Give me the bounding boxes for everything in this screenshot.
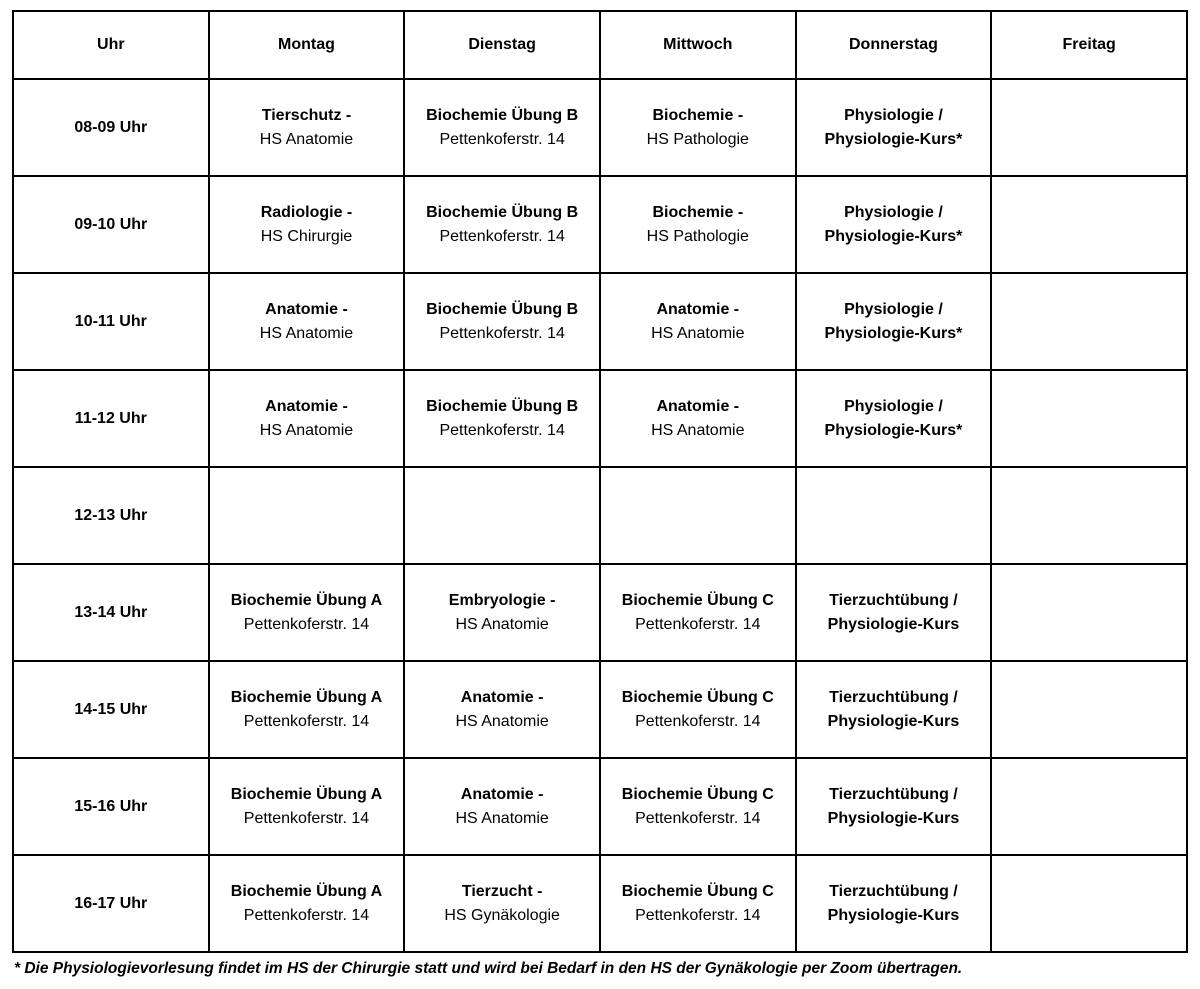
schedule-cell — [600, 661, 796, 758]
time-cell: 11-12 Uhr — [13, 370, 209, 467]
empty-cell — [991, 758, 1187, 855]
course-location: HS Anatomie — [651, 421, 745, 439]
course-title: Biochemie - — [652, 203, 744, 221]
course-location: Physiologie-Kurs* — [824, 130, 963, 148]
course-title: Tierzuchtübung / — [829, 591, 958, 609]
timetable-row — [13, 273, 1187, 370]
empty-cell — [991, 564, 1187, 661]
empty-cell — [991, 273, 1187, 370]
course-title: Anatomie - — [656, 397, 740, 415]
empty-cell — [796, 467, 992, 564]
empty-cell — [991, 370, 1187, 467]
course-location: Pettenkoferstr. 14 — [439, 324, 565, 342]
course-title: Biochemie Übung A — [230, 785, 383, 803]
course-location: HS Anatomie — [259, 324, 354, 342]
empty-cell — [991, 176, 1187, 273]
timetable-header — [13, 11, 1187, 79]
schedule-cell — [600, 855, 796, 952]
time-cell: 16-17 Uhr — [13, 855, 209, 952]
course-location: HS Pathologie — [646, 130, 749, 148]
course-title: Biochemie - — [652, 106, 744, 124]
course-title: Anatomie - — [460, 785, 544, 803]
schedule-cell — [209, 661, 405, 758]
schedule-cell — [796, 79, 992, 176]
schedule-cell — [600, 79, 796, 176]
empty-cell — [991, 79, 1187, 176]
course-location: HS Gynäkologie — [444, 906, 560, 924]
timetable-row — [13, 370, 1187, 467]
course-location: HS Pathologie — [646, 227, 749, 245]
course-location: HS Anatomie — [259, 130, 354, 148]
column-header-day: Mittwoch — [600, 11, 796, 79]
time-cell: 13-14 Uhr — [13, 564, 209, 661]
time-cell: 08-09 Uhr — [13, 79, 209, 176]
schedule-cell — [209, 176, 405, 273]
schedule-cell — [796, 855, 992, 952]
timetable-row — [13, 176, 1187, 273]
course-location: Pettenkoferstr. 14 — [243, 615, 370, 633]
time-cell: 09-10 Uhr — [13, 176, 209, 273]
timetable-row — [13, 467, 1187, 564]
schedule-cell — [404, 79, 600, 176]
timetable-row — [13, 79, 1187, 176]
course-location: Pettenkoferstr. 14 — [243, 712, 370, 730]
course-title: Biochemie Übung C — [621, 591, 774, 609]
course-location: Pettenkoferstr. 14 — [635, 906, 761, 924]
course-title: Biochemie Übung C — [621, 882, 774, 900]
course-location: Physiologie-Kurs — [827, 712, 960, 730]
course-title: Physiologie / — [844, 397, 943, 415]
weekly-timetable — [12, 10, 1188, 953]
schedule-cell — [796, 564, 992, 661]
timetable-row — [13, 855, 1187, 952]
timetable-row — [13, 661, 1187, 758]
column-header-day: Donnerstag — [796, 11, 992, 79]
schedule-cell — [796, 370, 992, 467]
time-cell: 14-15 Uhr — [13, 661, 209, 758]
course-location: Pettenkoferstr. 14 — [243, 906, 370, 924]
schedule-cell — [600, 758, 796, 855]
empty-cell — [404, 467, 600, 564]
course-title: Physiologie / — [844, 106, 943, 124]
schedule-cell — [600, 370, 796, 467]
course-title: Anatomie - — [460, 688, 544, 706]
schedule-cell — [796, 758, 992, 855]
course-title: Tierschutz - — [261, 106, 352, 124]
schedule-cell — [600, 176, 796, 273]
course-title: Biochemie Übung C — [621, 688, 774, 706]
schedule-cell — [796, 176, 992, 273]
schedule-cell — [796, 273, 992, 370]
course-title: Biochemie Übung B — [426, 300, 579, 318]
course-location: Physiologie-Kurs — [827, 809, 960, 827]
course-title: Biochemie Übung C — [621, 785, 774, 803]
course-location: Pettenkoferstr. 14 — [439, 130, 565, 148]
course-location: Physiologie-Kurs* — [824, 324, 963, 342]
course-location: Pettenkoferstr. 14 — [635, 809, 761, 827]
schedule-cell — [404, 758, 600, 855]
schedule-cell — [600, 564, 796, 661]
course-location: HS Anatomie — [651, 324, 745, 342]
course-title: Radiologie - — [260, 203, 353, 221]
course-location: Pettenkoferstr. 14 — [635, 712, 761, 730]
course-location: Physiologie-Kurs* — [824, 421, 963, 439]
course-title: Biochemie Übung A — [230, 688, 383, 706]
empty-cell — [991, 855, 1187, 952]
schedule-cell — [209, 758, 405, 855]
course-title: Tierzuchtübung / — [829, 785, 958, 803]
time-cell: 12-13 Uhr — [13, 467, 209, 564]
course-title: Tierzuchtübung / — [829, 688, 958, 706]
schedule-cell — [796, 661, 992, 758]
course-location: Physiologie-Kurs — [827, 906, 960, 924]
course-location: HS Anatomie — [455, 809, 549, 827]
schedule-cell — [404, 176, 600, 273]
course-title: Biochemie Übung B — [426, 397, 579, 415]
course-title: Biochemie Übung A — [230, 882, 383, 900]
column-header-time: Uhr — [13, 11, 209, 79]
course-title: Biochemie Übung B — [426, 203, 579, 221]
schedule-cell — [209, 273, 405, 370]
course-location: Pettenkoferstr. 14 — [635, 615, 761, 633]
empty-cell — [600, 467, 796, 564]
course-location: HS Anatomie — [455, 615, 549, 633]
course-title: Tierzuchtübung / — [829, 882, 958, 900]
timetable-row — [13, 564, 1187, 661]
column-header-day: Dienstag — [404, 11, 600, 79]
footnote: * Die Physiologievorlesung findet im HS der Chirurgie statt und wird bei Bedarf in den HS der Gynäkologie per Zoom übertragen. — [14, 960, 963, 977]
time-cell: 10-11 Uhr — [13, 273, 209, 370]
course-title: Embryologie - — [448, 591, 556, 609]
schedule-cell — [404, 370, 600, 467]
schedule-cell — [209, 855, 405, 952]
course-title: Biochemie Übung B — [426, 106, 579, 124]
course-title: Tierzucht - — [461, 882, 543, 900]
timetable-body — [13, 79, 1187, 952]
course-location: HS Chirurgie — [260, 227, 353, 245]
header-row — [13, 11, 1187, 79]
column-header-day: Freitag — [991, 11, 1187, 79]
schedule-cell — [404, 564, 600, 661]
course-location: HS Anatomie — [455, 712, 549, 730]
schedule-cell — [404, 855, 600, 952]
column-header-day: Montag — [209, 11, 405, 79]
course-location: Pettenkoferstr. 14 — [439, 421, 565, 439]
course-location: Physiologie-Kurs* — [824, 227, 963, 245]
schedule-cell — [209, 79, 405, 176]
schedule-cell — [209, 564, 405, 661]
course-location: Pettenkoferstr. 14 — [439, 227, 565, 245]
timetable-row — [13, 758, 1187, 855]
course-title: Physiologie / — [844, 300, 943, 318]
course-title: Biochemie Übung A — [230, 591, 383, 609]
course-title: Anatomie - — [656, 300, 740, 318]
schedule-cell — [404, 273, 600, 370]
schedule-cell — [209, 370, 405, 467]
course-location: Physiologie-Kurs — [827, 615, 960, 633]
course-title: Anatomie - — [265, 300, 348, 318]
schedule-cell — [600, 273, 796, 370]
schedule-cell — [404, 661, 600, 758]
course-location: Pettenkoferstr. 14 — [243, 809, 370, 827]
empty-cell — [209, 467, 405, 564]
course-title: Physiologie / — [844, 203, 943, 221]
course-title: Anatomie - — [265, 397, 348, 415]
course-location: HS Anatomie — [259, 421, 354, 439]
time-cell: 15-16 Uhr — [13, 758, 209, 855]
empty-cell — [991, 467, 1187, 564]
empty-cell — [991, 661, 1187, 758]
